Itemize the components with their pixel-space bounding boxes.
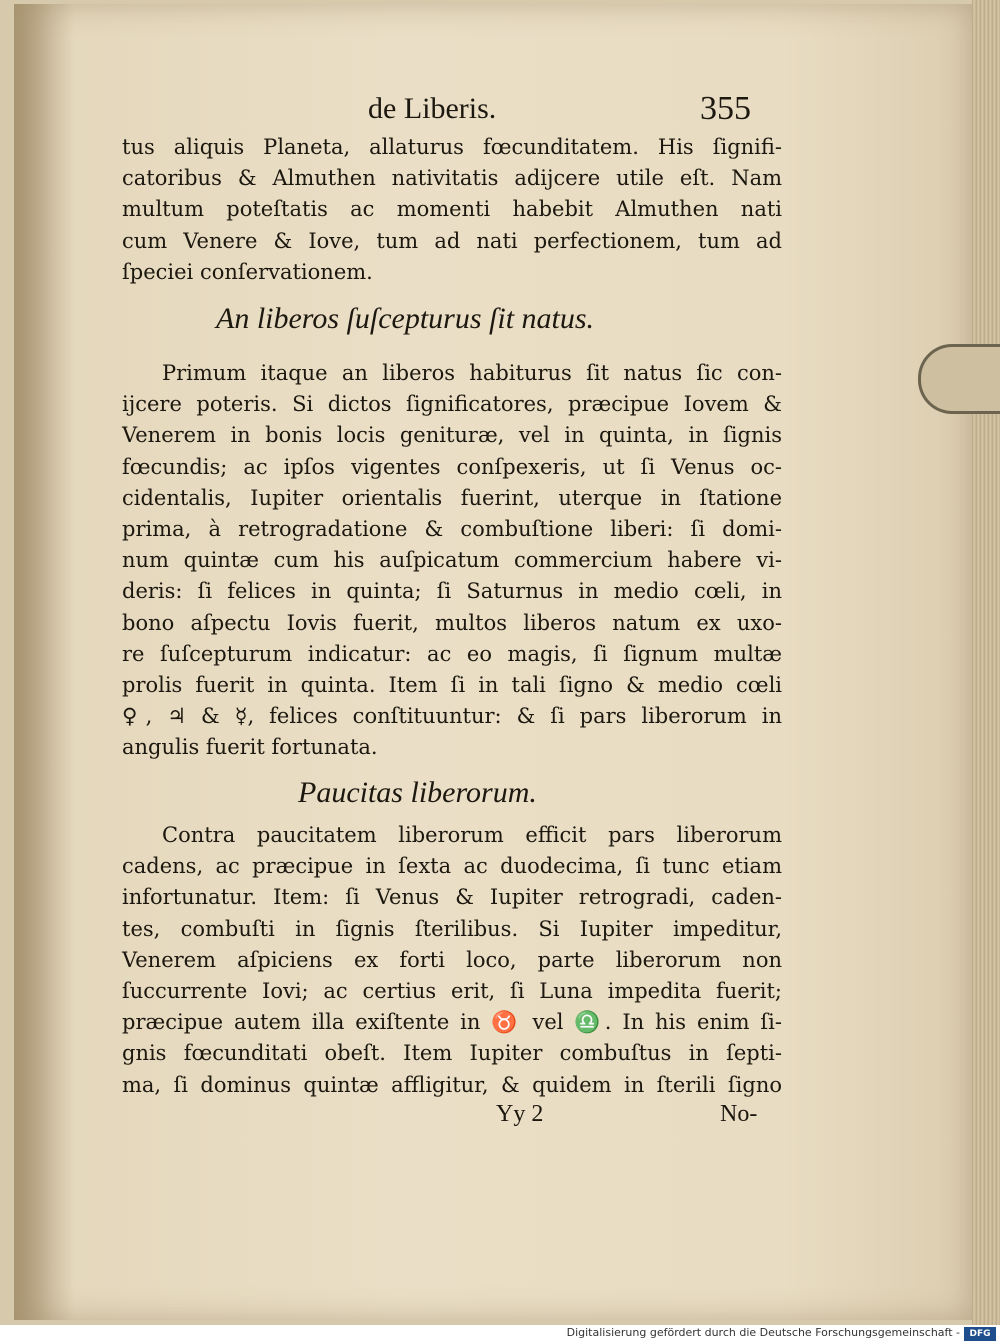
text-line: deris: ſi felices in quinta; ſi Saturnus in medio cœli, in (122, 579, 782, 604)
text-line: ſpeciei conſervationem. (122, 259, 373, 284)
paper-sheet (14, 4, 972, 1320)
text-line: prolis fuerit in quinta. Item ſi in tali ſigno & medio cœli (122, 672, 782, 697)
text-line: præcipue autem illa exiſtente in ♉ vel ♎. In his enim ſi- (122, 1010, 782, 1035)
page-stack-edge (972, 0, 1000, 1325)
text-line: ſuccurrente Iovi; ac certius erit, ſi Luna impedita fuerit; (122, 978, 782, 1003)
text-line: Venerem aſpiciens ex forti loco, parte liberorum non (122, 947, 782, 972)
text-line: tus aliquis Planeta, allaturus fœcunditatem. His ſignifi- (122, 135, 782, 159)
paragraph-liberos (122, 358, 782, 763)
text-line: bono aſpectu Iovis fuerit, multos liberos natum ex uxo- (122, 610, 782, 635)
text-line: cidentalis, Iupiter orientalis fuerint, uterque in ſtatione (122, 485, 782, 510)
text-line: prima, à retrogradatione & combuſtione liberi: ſi domi- (122, 516, 782, 541)
page-number: 355 (700, 90, 751, 127)
text-line: Venerem in bonis locis genituræ, vel in quinta, in ſignis (122, 423, 782, 448)
text-line: re ſuſcepturum indicatur: ac eo magis, ſi ſignum multæ (122, 641, 782, 666)
text-line: tes, combuſti in ſignis ſterilibus. Si Iupiter impeditur, (122, 916, 782, 941)
text-line: Primum itaque an liberos habiturus ſit natus ſic con- (162, 361, 782, 385)
text-line: cum Venere & Iove, tum ad nati perfectionem, tum ad (122, 228, 782, 253)
credit-text: Digitalisierung gefördert durch die Deutsche Forschungsgemeinschaft - (566, 1326, 960, 1339)
text-line: ♀, ♃ & ☿, felices conſtituuntur: & ſi pars liberorum in (122, 704, 782, 729)
text-line: ijcere poteris. Si dictos ſignificatores, præcipue Iovem & (122, 392, 782, 417)
catchword: No- (720, 1101, 758, 1127)
paragraph-paucitas (122, 820, 782, 1101)
section-heading-liberos: An liberos ſuſcepturus ſit natus. (216, 302, 595, 335)
running-head: de Liberis. (368, 92, 497, 125)
dfg-logo-icon: DFG (964, 1327, 996, 1341)
section-heading-paucitas: Paucitas liberorum. (298, 776, 537, 809)
text-line: num quintæ cum his auſpicatum commercium habere vi- (122, 548, 782, 573)
signature-mark: Yy 2 (496, 1101, 544, 1127)
text-line: fœcundis; ac ipſos vigentes conſpexeris, ut ſi Venus oc- (122, 454, 782, 479)
page-clip (918, 344, 1000, 414)
text-line: Contra paucitatem liberorum efficit pars liberorum (162, 823, 782, 847)
text-line: multum poteſtatis ac momenti habebit Almuthen nati (122, 197, 782, 222)
text-line: catoribus & Almuthen nativitatis adijcere utile eſt. Nam (122, 166, 782, 191)
intro-paragraph (122, 132, 782, 288)
digitization-credit-bar (0, 1325, 1000, 1343)
text-line: cadens, ac præcipue in ſexta ac duodecima, ſi tunc etiam (122, 854, 782, 879)
text-line: infortunatur. Item: ſi Venus & Iupiter retrogradi, caden- (122, 885, 782, 910)
text-line: ma, ſi dominus quintæ affligitur, & quidem in ſterili ſigno (122, 1072, 782, 1097)
text-line: angulis fuerit fortunata. (122, 735, 378, 760)
book-gutter (14, 4, 74, 1320)
page-header (122, 92, 782, 132)
text-line: gnis fœcunditati obeſt. Item Iupiter combuſtus in ſepti- (122, 1041, 782, 1066)
